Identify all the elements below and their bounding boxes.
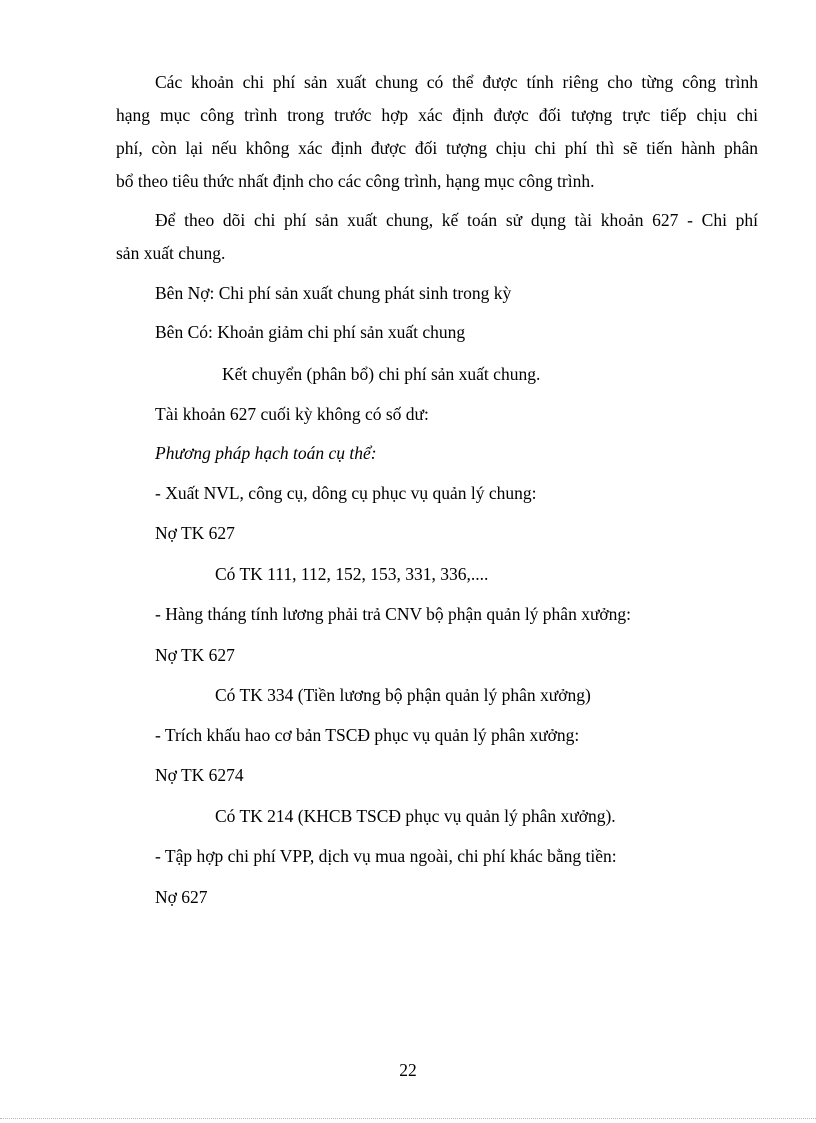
entry-description: - Tập hợp chi phí VPP, dịch vụ mua ngoài, chi phí khác bằng tiền:	[155, 846, 617, 866]
entry-description: - Hàng tháng tính lương phải trả CNV bộ phận quản lý phân xưởng:	[155, 604, 632, 624]
ben-no-line: Bên Nợ: Chi phí sản xuất chung phát sinh trong kỳ	[155, 283, 512, 303]
entry-credit: Có TK 214 (KHCB TSCĐ phục vụ quản lý phân xưởng).	[215, 806, 616, 826]
entry-description: - Xuất NVL, công cụ, dông cụ phục vụ quản lý chung:	[155, 483, 537, 503]
entry-description: - Trích khấu hao cơ bản TSCĐ phục vụ quản lý phân xưởng:	[155, 725, 580, 745]
entry-credit: Có TK 111, 112, 152, 153, 331, 336,....	[215, 564, 489, 584]
entry-debit: Nợ 627	[155, 887, 208, 907]
method-heading: Phương pháp hạch toán cụ thể:	[155, 443, 377, 463]
ben-co-line: Bên Có: Khoản giảm chi phí sản xuất chung	[155, 322, 466, 342]
paragraph2-line1: Để theo dõi chi phí sản xuất chung, kế toán sử dụng tài khoản 627 - Chi phí	[155, 210, 758, 230]
tk-627-balance-line: Tài khoản 627 cuối kỳ không có số dư:	[155, 404, 429, 424]
entry-credit: Có TK 334 (Tiền lương bộ phận quản lý phân xưởng)	[215, 685, 591, 705]
paragraph1-line3: phí, còn lại nếu không xác định được đối tượng chịu chi phí thì sẽ tiến hành phân	[116, 138, 758, 158]
ket-chuyen-line: Kết chuyển (phân bổ) chi phí sản xuất chung.	[222, 364, 541, 384]
entry-debit: Nợ TK 627	[155, 523, 235, 543]
footer-divider	[0, 1118, 816, 1119]
entry-debit: Nợ TK 6274	[155, 765, 244, 785]
paragraph1-line2: hạng mục công trình trong trước hợp xác định được đối tượng trực tiếp chịu chi	[116, 105, 758, 125]
paragraph1-line1: Các khoản chi phí sản xuất chung có thể được tính riêng cho từng công trình	[155, 72, 758, 92]
page-number: 22	[399, 1060, 417, 1080]
paragraph2-line2: sản xuất chung.	[116, 243, 226, 263]
entry-debit: Nợ TK 627	[155, 645, 235, 665]
paragraph1-line4: bổ theo tiêu thức nhất định cho các công trình, hạng mục công trình.	[116, 171, 595, 191]
